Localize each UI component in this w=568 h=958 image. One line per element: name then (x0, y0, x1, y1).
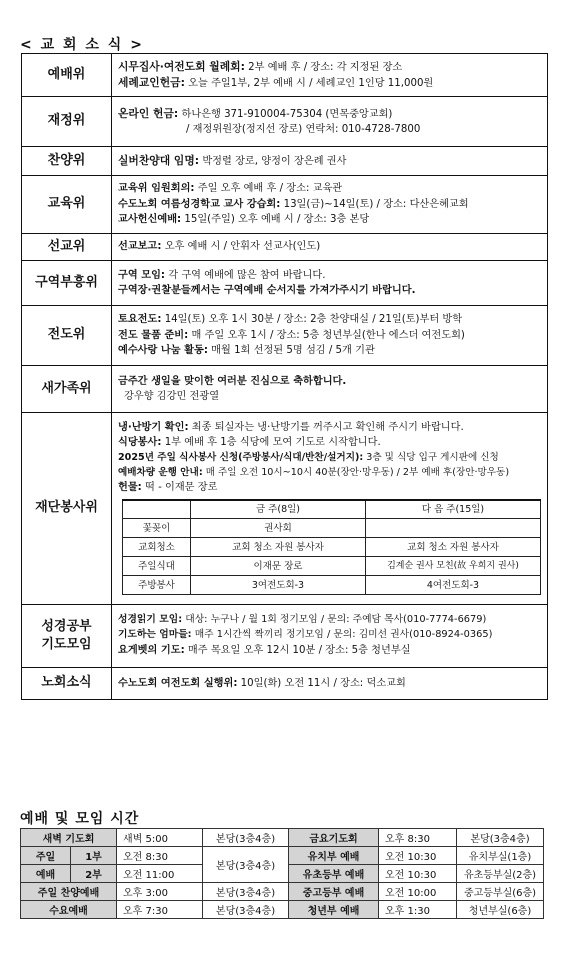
dept-label-line: 성경공부 (41, 618, 92, 634)
news-content (112, 413, 548, 605)
worship-place: 본당(3층4층) (457, 829, 544, 847)
news-line (118, 435, 541, 451)
worship-name: 청년부 예배 (289, 901, 379, 919)
news-line (118, 480, 541, 496)
worship-time: 오후 7:30 (117, 901, 203, 919)
duty-label: 주방봉사 (123, 576, 191, 595)
news-line (118, 197, 541, 213)
news-line-label: 온라인 헌금: (118, 106, 179, 120)
news-line (118, 59, 541, 76)
worship-name: 예배 (21, 865, 71, 883)
news-line-text: 매 주일 오후 1시 / 장소: 5층 청년부실(한나 에스더 여전도회) (188, 329, 465, 341)
news-line-text: 13일(금)~14일(토) / 장소: 다산은혜교회 (280, 198, 469, 210)
news-line (118, 239, 541, 255)
news-row-chanyang (22, 147, 548, 176)
worship-place: 유치부실(1층) (457, 847, 544, 865)
duty-row (123, 576, 541, 595)
news-row-yebae (22, 54, 548, 97)
duty-row (123, 557, 541, 576)
worship-time: 오전 11:00 (117, 865, 203, 883)
church-news-table (21, 53, 548, 700)
worship-time: 오전 8:30 (117, 847, 203, 865)
worship-name: 주일 (21, 847, 71, 865)
duty-cell (123, 500, 191, 519)
news-line (118, 212, 541, 228)
news-content (112, 261, 548, 306)
worship-name: 주일 찬양예배 (21, 883, 117, 901)
news-line (118, 181, 541, 197)
news-line-label: 수도노회 여름성경학교 교사 강습회: (118, 198, 281, 210)
news-content (112, 306, 548, 366)
news-line-label: 구역장·권찰분들께서는 구역예배 순서지를 가져가주시기 바랍니다. (118, 285, 416, 296)
news-line (118, 420, 541, 436)
news-line-label: 교사헌신예배: (118, 214, 182, 226)
news-line-text: 15일(주일) 오후 예배 시 / 장소: 3층 본당 (181, 214, 370, 226)
dept-label: 재정위 (22, 97, 112, 147)
news-line (118, 466, 541, 481)
news-line-label: 세례교인헌금: (118, 76, 185, 89)
news-content (112, 366, 548, 413)
news-line-text: 대상: 누구나 / 월 1회 정기모임 / 문의: 주예담 목사(010-7774-6679) (182, 614, 487, 626)
duty-header-next-week: 다 음 주(15일) (366, 500, 541, 519)
news-line-text: 1부 예배 후 1층 식당에 모여 기도로 시작합니다. (161, 437, 381, 449)
duty-header-this-week: 금 주(8일) (191, 500, 366, 519)
news-line (118, 268, 541, 284)
news-line (118, 283, 541, 299)
worship-name: 중고등부 예배 (289, 883, 379, 901)
worship-name: 수요예배 (21, 901, 117, 919)
duty-label: 교회청소 (123, 538, 191, 557)
duty-cell: 권사회 (191, 519, 366, 538)
news-line-text: 오늘 주일1부, 2부 예배 시 / 세례교인 1인당 11,000원 (184, 78, 434, 89)
worship-times-title: 예배 및 모임 시간 (20, 811, 140, 827)
news-line-text: 박정렬 장로, 양정이 장은례 권사 (199, 155, 347, 167)
news-line (118, 389, 541, 405)
worship-place: 유초등부실(2층) (457, 865, 544, 883)
dept-label (22, 605, 112, 668)
worship-sub: 1부 (71, 847, 117, 865)
news-content (112, 54, 548, 97)
duty-cell: 교회 청소 자원 봉사자 (191, 538, 366, 557)
news-line (118, 628, 541, 643)
news-line-text: 강우향 김강민 전광열 (124, 391, 220, 402)
news-line (118, 374, 541, 390)
news-line-label: 예수사랑 나눔 활동: (118, 345, 208, 357)
dept-label-line: 기도모임 (41, 637, 92, 652)
news-line-label: 헌물: (118, 482, 142, 494)
news-line (118, 343, 541, 359)
news-row-nohoe (22, 668, 548, 700)
news-content (112, 668, 548, 700)
worship-place: 본당(3층4층) (203, 829, 289, 847)
news-line-text: 10일(화) 오전 11시 / 장소: 덕소교회 (237, 677, 406, 689)
duty-header-row (123, 500, 541, 519)
news-line (118, 106, 541, 123)
news-line-label: 구역 모임: (118, 269, 165, 281)
worship-row (21, 829, 544, 847)
dept-label: 선교위 (22, 234, 112, 261)
news-line-text: 각 구역 예배에 많은 참여 바랍니다. (165, 269, 326, 281)
news-line-label: 선교보고: (118, 241, 162, 253)
news-row-gyoyuk (22, 176, 548, 234)
news-line-label: 전도 물품 준비: (118, 329, 189, 341)
worship-time: 오전 10:30 (379, 865, 457, 883)
news-line (118, 122, 541, 138)
news-line-label: 금주간 생일을 맞이한 여러분 진심으로 축하합니다. (118, 375, 347, 387)
news-content (112, 97, 548, 147)
duty-cell: 김계순 권사 모친(故 우희지 권사) (366, 557, 541, 576)
news-line (118, 153, 541, 170)
news-line-text: 매월 1회 선정된 5명 섬김 / 5개 기관 (207, 345, 375, 357)
duty-label: 꽃꽂이 (123, 519, 191, 538)
news-row-jeondo (22, 306, 548, 366)
news-line-text: 하나은행 371-910004-75304 (면목중앙교회) (178, 108, 393, 120)
news-line-text: 3층 및 식당 입구 게시판에 신청 (363, 451, 499, 463)
page-title: < 교 회 소 식 > (20, 37, 144, 53)
news-line-text: 최종 퇴실자는 냉·난방기를 꺼주시고 확인해 주시기 바랍니다. (188, 421, 464, 433)
news-content (112, 605, 548, 668)
worship-row (21, 847, 544, 865)
worship-name: 유초등부 예배 (289, 865, 379, 883)
news-line-text: 오후 예배 시 / 안휘자 선교사(인도) (161, 241, 321, 253)
news-line (118, 328, 541, 344)
news-line-text: 떡 - 이재문 장로 (141, 482, 218, 494)
news-line (118, 75, 541, 92)
news-line-text: 14일(토) 오후 1시 30분 / 장소: 2층 찬양대실 / 21일(토)부터 방학 (161, 314, 463, 326)
news-line-text: 매주 목요일 오후 12시 10분 / 장소: 5층 청년부실 (184, 645, 411, 657)
worship-name: 금요기도회 (289, 829, 379, 847)
news-content (112, 147, 548, 176)
news-row-seonggyeong (22, 605, 548, 668)
dept-label: 예배위 (22, 54, 112, 97)
news-line-text: / 재정위원장(정지선 장로) 연락처: 010-4728-7800 (186, 124, 421, 135)
news-line-text: 매 주일 오전 10시~10시 40분(장안·망우동) / 2부 예배 후(장안·망우동) (202, 466, 510, 478)
worship-name: 유치부 예배 (289, 847, 379, 865)
news-line-text: 매주 1시간씩 짝끼리 정기모임 / 문의: 김미선 권사(010-8924-0365) (191, 629, 493, 641)
worship-time: 오후 1:30 (379, 901, 457, 919)
news-row-saegajok (22, 366, 548, 413)
worship-time: 오후 8:30 (379, 829, 457, 847)
dept-label: 구역부흥위 (22, 261, 112, 306)
dept-label: 노회소식 (22, 668, 112, 700)
news-line-label: 토요전도: (118, 314, 162, 326)
worship-place: 본당(3층4층) (203, 847, 289, 883)
news-line-label: 기도하는 엄마들: (118, 629, 192, 641)
duty-cell: 교회 청소 자원 봉사자 (366, 538, 541, 557)
worship-times-table (20, 828, 544, 919)
worship-place: 청년부실(6층) (457, 901, 544, 919)
duty-row (123, 538, 541, 557)
news-line-text: 2부 예배 후 / 장소: 각 지정된 장소 (244, 61, 403, 73)
news-line-label: 성경읽기 모임: (118, 614, 183, 626)
news-row-jaedan (22, 413, 548, 605)
worship-name: 새벽 기도회 (21, 829, 117, 847)
news-line-label: 식당봉사: (118, 437, 162, 449)
worship-sub: 2부 (71, 865, 117, 883)
worship-time: 새벽 5:00 (117, 829, 203, 847)
news-line-label: 예배차량 운행 안내: (118, 466, 203, 478)
news-row-seongyo (22, 234, 548, 261)
news-line (118, 312, 541, 328)
news-line-text: 주일 오후 예배 후 / 장소: 교육관 (194, 183, 343, 195)
duty-label: 주일식대 (123, 557, 191, 576)
news-row-guyeok (22, 261, 548, 306)
duty-cell: 3여전도회-3 (191, 576, 366, 595)
dept-label: 찬양위 (22, 147, 112, 176)
worship-row (21, 883, 544, 901)
news-line-label: 요게벳의 기도: (118, 645, 185, 657)
worship-place: 본당(3층4층) (203, 901, 289, 919)
duty-schedule-table (122, 499, 541, 596)
worship-time: 오전 10:00 (379, 883, 457, 901)
news-line (118, 643, 541, 659)
dept-label: 새가족위 (22, 366, 112, 413)
dept-label: 전도위 (22, 306, 112, 366)
worship-row (21, 901, 544, 919)
news-line-label: 실버찬양대 임명: (118, 153, 200, 167)
news-content (112, 234, 548, 261)
news-content (112, 176, 548, 234)
news-line (118, 451, 541, 466)
duty-cell: 이재문 장로 (191, 557, 366, 576)
news-line-label: 수노도회 여전도회 실행위: (118, 677, 238, 689)
news-line-label: 교육위 임원회의: (118, 183, 195, 195)
dept-label: 재단봉사위 (22, 413, 112, 605)
worship-time: 오전 10:30 (379, 847, 457, 865)
duty-row (123, 519, 541, 538)
news-line (118, 676, 541, 692)
news-line-label: 2025년 주일 식사봉사 신청(주방봉사/식대/반찬/설거지): (118, 451, 364, 463)
dept-label: 교육위 (22, 176, 112, 234)
worship-time: 오후 3:00 (117, 883, 203, 901)
duty-cell: 4여전도회-3 (366, 576, 541, 595)
news-line-label: 냉·난방기 확인: (118, 421, 189, 433)
worship-place: 본당(3층4층) (203, 883, 289, 901)
news-row-jaejeong (22, 97, 548, 147)
duty-cell (366, 519, 541, 538)
worship-place: 중고등부실(6층) (457, 883, 544, 901)
news-line-label: 시무집사·여전도회 월례회: (118, 59, 245, 73)
news-line (118, 613, 541, 628)
